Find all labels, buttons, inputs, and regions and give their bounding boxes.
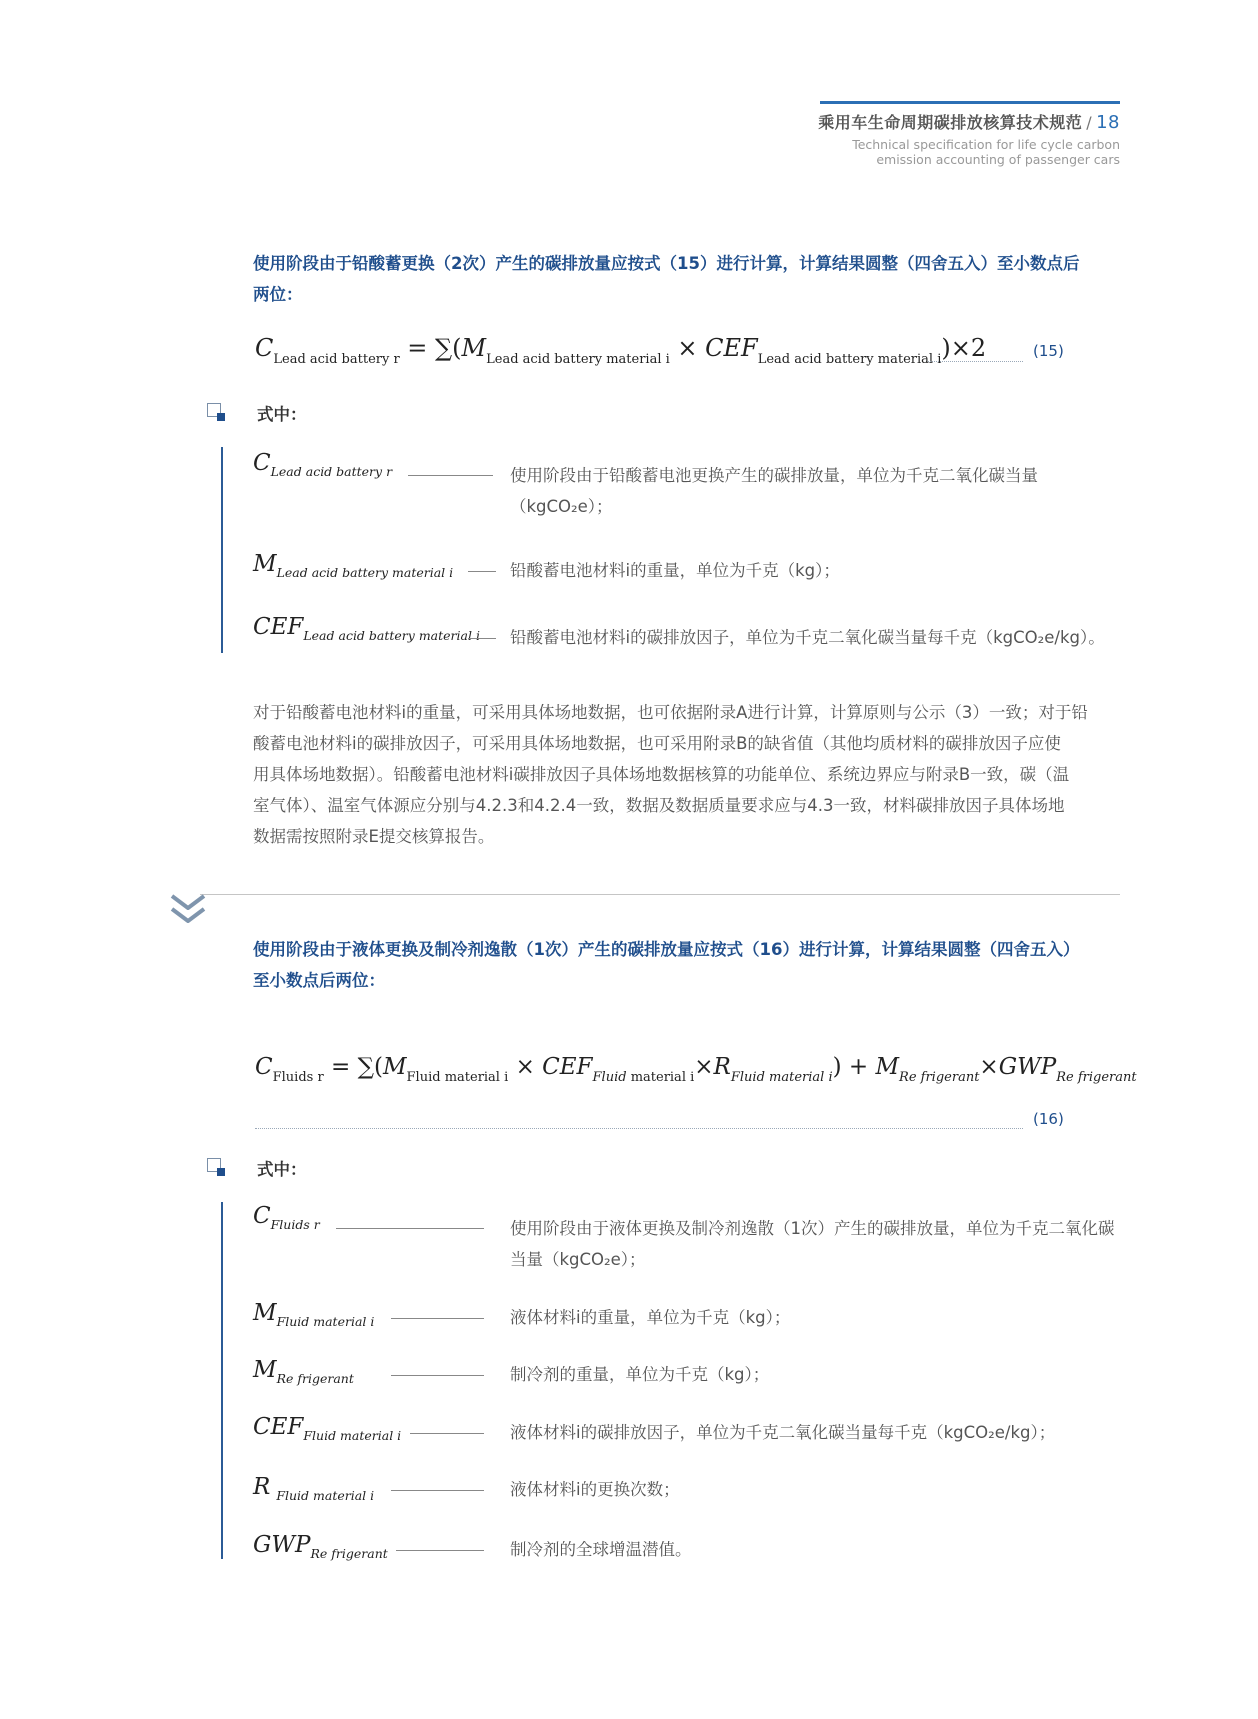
def5-symbol: $M_{Fluid material i}$ <box>253 1300 375 1329</box>
def9-description: 制冷剂的全球增温潜值。 <box>510 1540 692 1559</box>
page-number: 18 <box>1096 112 1120 133</box>
def3-description: 铅酸蓄电池材料i的碳排放因子，单位为千克二氧化碳当量每千克（kgCO₂e/kg）。 <box>510 628 1105 647</box>
header-en-line-1: Technical specification for life cycle carbon <box>852 137 1120 152</box>
def5-description: 液体材料i的重量，单位为千克（kg）； <box>510 1308 791 1327</box>
section2-intro <box>253 934 1123 996</box>
paragraph-line-3: 用具体场地数据）。铅酸蓄电池材料i碳排放因子具体场地数据核算的功能单位、系统边界应与附录B一致，碳（温 <box>253 765 1070 784</box>
header-title-cn: 乘用车生命周期碳排放核算技术规范 <box>818 113 1083 132</box>
formula15-m-sub: Lead acid battery material i <box>486 352 670 367</box>
def8-description: 液体材料i的更换次数； <box>510 1480 680 1499</box>
where-bullet-icon <box>207 403 225 421</box>
def8-symbol: R $_{Fluid material i}$ <box>253 1474 375 1503</box>
section2-intro-line-1: 使用阶段由于液体更换及制冷剂逸散（1次）产生的碳排放量应按式（16）进行计算，计算结果圆整（四舍五入） <box>253 940 1080 959</box>
header-en-line-2: emission accounting of passenger cars <box>876 152 1120 167</box>
formula16-number: (16) <box>1033 1110 1064 1128</box>
formula15-sum: = ∑( <box>399 334 462 362</box>
section1-intro <box>253 248 1123 310</box>
def6-symbol: $M_{Re frigerant}$ <box>253 1357 354 1386</box>
formula15-times: × <box>669 334 706 362</box>
def6-description: 制冷剂的重量，单位为千克（kg）； <box>510 1365 770 1384</box>
section1-where-label: 式中： <box>257 405 307 424</box>
def7-leader <box>410 1433 484 1434</box>
formula15-tail: )×2 <box>941 334 987 362</box>
def1-leader <box>408 475 493 476</box>
formula15-number: (15) <box>1033 342 1064 360</box>
formula15-leader-dots <box>928 361 1023 362</box>
double-chevron-down-icon <box>170 893 206 927</box>
formula16-leader-dots <box>255 1128 1023 1129</box>
paragraph-line-2: 酸蓄电池材料i的碳排放因子，可采用具体场地数据，也可采用附录B的缺省值（其他均质材料的碳排放因子应使 <box>253 734 1061 753</box>
section2-where-label: 式中： <box>257 1160 307 1179</box>
def2-description: 铅酸蓄电池材料i的重量，单位为千克（kg）； <box>510 561 840 580</box>
section-divider <box>200 894 1120 895</box>
paragraph-line-1: 对于铅酸蓄电池材料i的重量，可采用具体场地数据，也可依据附录A进行计算，计算原则与公示（3）一致；对于铅 <box>253 703 1088 722</box>
def4-description: 使用阶段由于液体更换及制冷剂逸散（1次）产生的碳排放量，单位为千克二氧化碳当量（kgCO₂e）； <box>510 1219 1115 1269</box>
def4-symbol: $C_{Fluids r}$ <box>253 1203 320 1232</box>
running-header <box>818 110 1120 133</box>
section2-intro-line-2: 至小数点后两位： <box>253 971 385 990</box>
formula15-c: C <box>255 334 274 362</box>
section1-defs-bar <box>221 447 223 653</box>
paragraph-line-5: 数据需按照附录E提交核算报告。 <box>253 827 495 846</box>
formula-16: $C_{Fluids r} = \sum(M_{Fluid material i} \times CEF_{Fluid}$ $_{material i}\times R_{Fluid material i}) + M_{Re frigerant}\times GWP_{Re frigerant}$ <box>255 1054 1137 1085</box>
section1-intro-line-1: 使用阶段由于铅酸蓄更换（2次）产生的碳排放量应按式（15）进行计算，计算结果圆整（四舍五入）至小数点后 <box>253 254 1080 273</box>
paragraph-line-4: 室气体）、温室气体源应分别与4.2.3和4.2.4一致，数据及数据质量要求应与4.3一致，材料碳排放因子具体场地 <box>253 796 1065 815</box>
def9-symbol: $GWP_{Re frigerant}$ <box>253 1532 388 1561</box>
def1-description: 使用阶段由于铅酸蓄电池更换产生的碳排放量，单位为千克二氧化碳当量（kgCO₂e）； <box>510 466 1038 516</box>
def6-leader <box>391 1375 484 1376</box>
def3-leader <box>468 638 496 639</box>
def4-leader <box>336 1228 484 1229</box>
header-accent-line <box>820 101 1120 104</box>
def7-description: 液体材料i的碳排放因子，单位为千克二氧化碳当量每千克（kgCO₂e/kg）； <box>510 1423 1056 1442</box>
formula15-cef-sub: Lead acid battery material i <box>757 352 942 367</box>
def9-leader <box>396 1550 484 1551</box>
formula15-c-sub: Lead acid battery r <box>273 352 400 367</box>
formula-15 <box>255 334 986 367</box>
def8-leader <box>391 1490 484 1491</box>
formula15-m: M <box>461 334 487 362</box>
header-title-en <box>760 137 1120 167</box>
section2-defs-bar <box>221 1202 223 1559</box>
header-separator: / <box>1086 113 1093 132</box>
def7-symbol: $CEF_{Fluid material i}$ <box>253 1414 402 1443</box>
def2-symbol: $M_{Lead acid battery material i}$ <box>253 551 454 580</box>
def3-symbol: $CEF_{Lead acid battery material i}$ <box>253 614 480 643</box>
def1-symbol: $C_{Lead acid battery r}$ <box>253 450 393 479</box>
section1-intro-line-2: 两位： <box>253 285 303 304</box>
def2-leader <box>468 571 496 572</box>
def5-leader <box>391 1318 484 1319</box>
section1-paragraph <box>253 697 1123 852</box>
where-bullet-icon <box>207 1158 225 1176</box>
formula15-cef: CEF <box>705 334 758 362</box>
